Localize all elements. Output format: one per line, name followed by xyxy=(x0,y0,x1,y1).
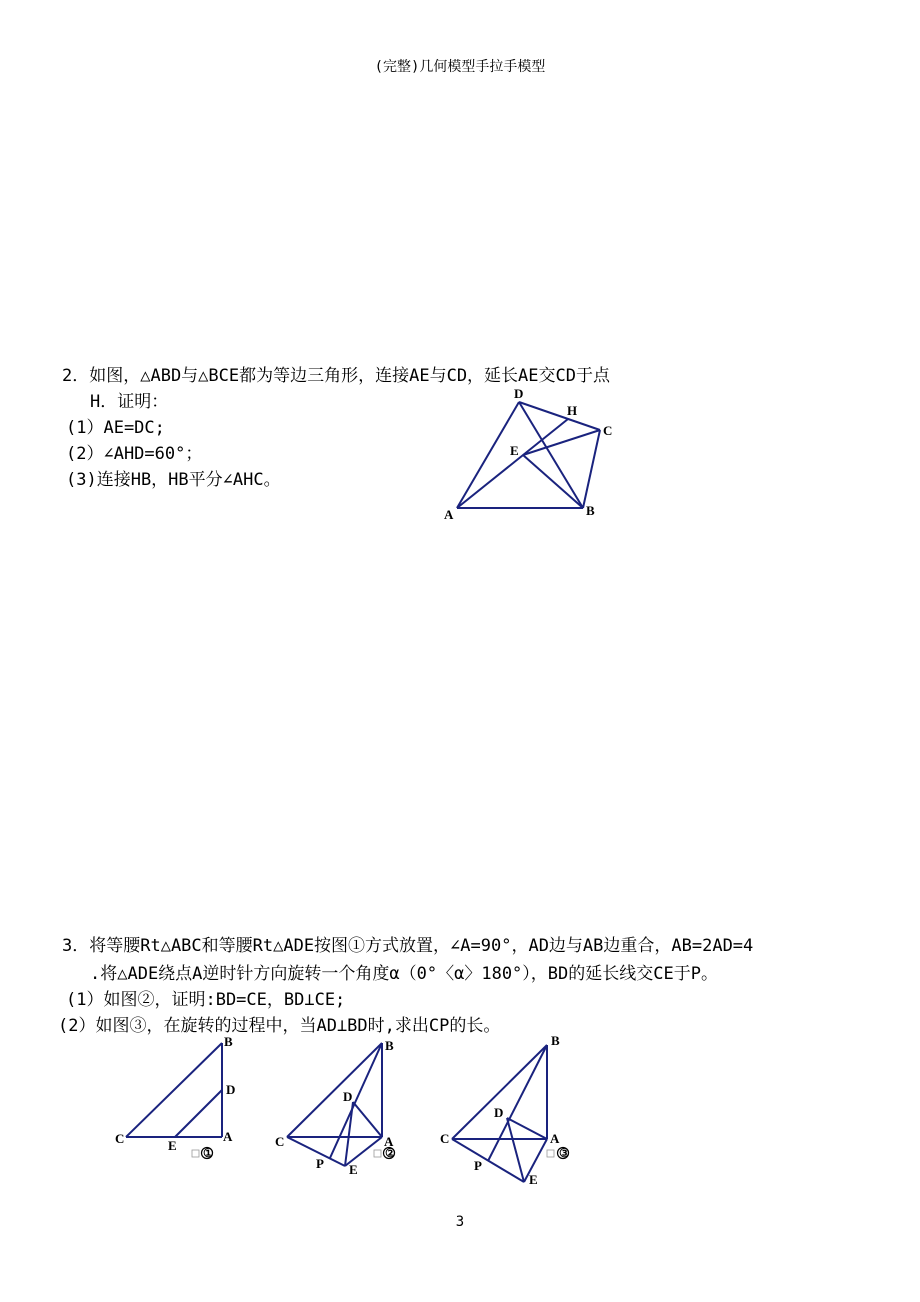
label-e: E xyxy=(510,443,519,458)
problem3-q2: (2）如图③，在旋转的过程中，当AD⊥BD时,求出CP的长。 xyxy=(58,1016,501,1036)
edge-da xyxy=(353,1102,382,1137)
edge-cb xyxy=(287,1043,382,1137)
problem2-line1: 2．如图，△ABD与△BCE都为等边三角形，连接AE与CD，延长AE交CD于点 xyxy=(62,366,610,386)
edge-ah xyxy=(457,419,568,508)
label-h: H xyxy=(567,403,578,418)
label-a: A xyxy=(384,1134,394,1149)
problem2-figure xyxy=(440,380,620,525)
placeholder-box-icon xyxy=(547,1150,554,1157)
label-b: B xyxy=(385,1038,394,1053)
label-e: E xyxy=(529,1172,538,1187)
placeholder-box-icon xyxy=(192,1150,199,1157)
problem3-figure-2 xyxy=(270,1030,410,1180)
problem2-q1: (1）AE=DC; xyxy=(66,418,165,438)
label-b: B xyxy=(224,1034,233,1049)
label-d: D xyxy=(226,1082,236,1097)
label-a: A xyxy=(223,1129,233,1144)
label-p: P xyxy=(474,1158,482,1173)
figure-caption: ① xyxy=(203,1146,214,1160)
label-d: D xyxy=(343,1089,353,1104)
edge-cb xyxy=(126,1043,222,1137)
placeholder-box-icon xyxy=(374,1150,381,1157)
problem3-figure-3 xyxy=(435,1030,580,1190)
edge-ed xyxy=(175,1090,222,1137)
edge-bp xyxy=(488,1045,547,1161)
label-e: E xyxy=(168,1138,177,1153)
label-d: D xyxy=(494,1105,504,1120)
problem2-q2: (2）∠AHD=60°； xyxy=(66,444,203,464)
page-header: (完整)几何模型手拉手模型 xyxy=(374,59,546,75)
figure-caption: ② xyxy=(385,1146,396,1160)
edge-cb xyxy=(583,430,600,508)
problem2-line2: H．证明： xyxy=(90,392,169,412)
label-b: B xyxy=(586,503,595,518)
problem2-q3: (3)连接HB，HB平分∠AHC。 xyxy=(66,470,281,490)
problem3-line1: 3．将等腰Rt△ABC和等腰Rt△ADE按图①方式放置，∠A=90°，AD边与AB边重合，AB=2AD=4 xyxy=(62,936,754,956)
figure-caption: ③ xyxy=(559,1146,570,1160)
label-a: A xyxy=(550,1131,560,1146)
edge-eb xyxy=(523,455,583,508)
label-c: C xyxy=(603,423,613,438)
label-d: D xyxy=(514,386,524,401)
label-a: A xyxy=(444,507,454,522)
label-e: E xyxy=(349,1162,358,1177)
edge-da xyxy=(507,1118,547,1139)
label-c: C xyxy=(115,1131,125,1146)
problem3-figure-1 xyxy=(110,1030,250,1165)
page-number: 3 xyxy=(455,1214,465,1230)
label-c: C xyxy=(440,1131,450,1146)
edge-bp xyxy=(330,1043,382,1158)
problem3-line2: .将△ADE绕点A逆时针方向旋转一个角度α（0°〈α〉180°），BD的延长线交CE于P。 xyxy=(90,964,718,984)
label-c: C xyxy=(275,1134,285,1149)
label-b: B xyxy=(551,1033,560,1048)
edge-ec xyxy=(523,430,600,455)
problem3-q1: (1）如图②，证明:BD=CE，BD⊥CE; xyxy=(66,990,346,1010)
label-p: P xyxy=(316,1156,324,1171)
edge-cb xyxy=(452,1045,547,1139)
